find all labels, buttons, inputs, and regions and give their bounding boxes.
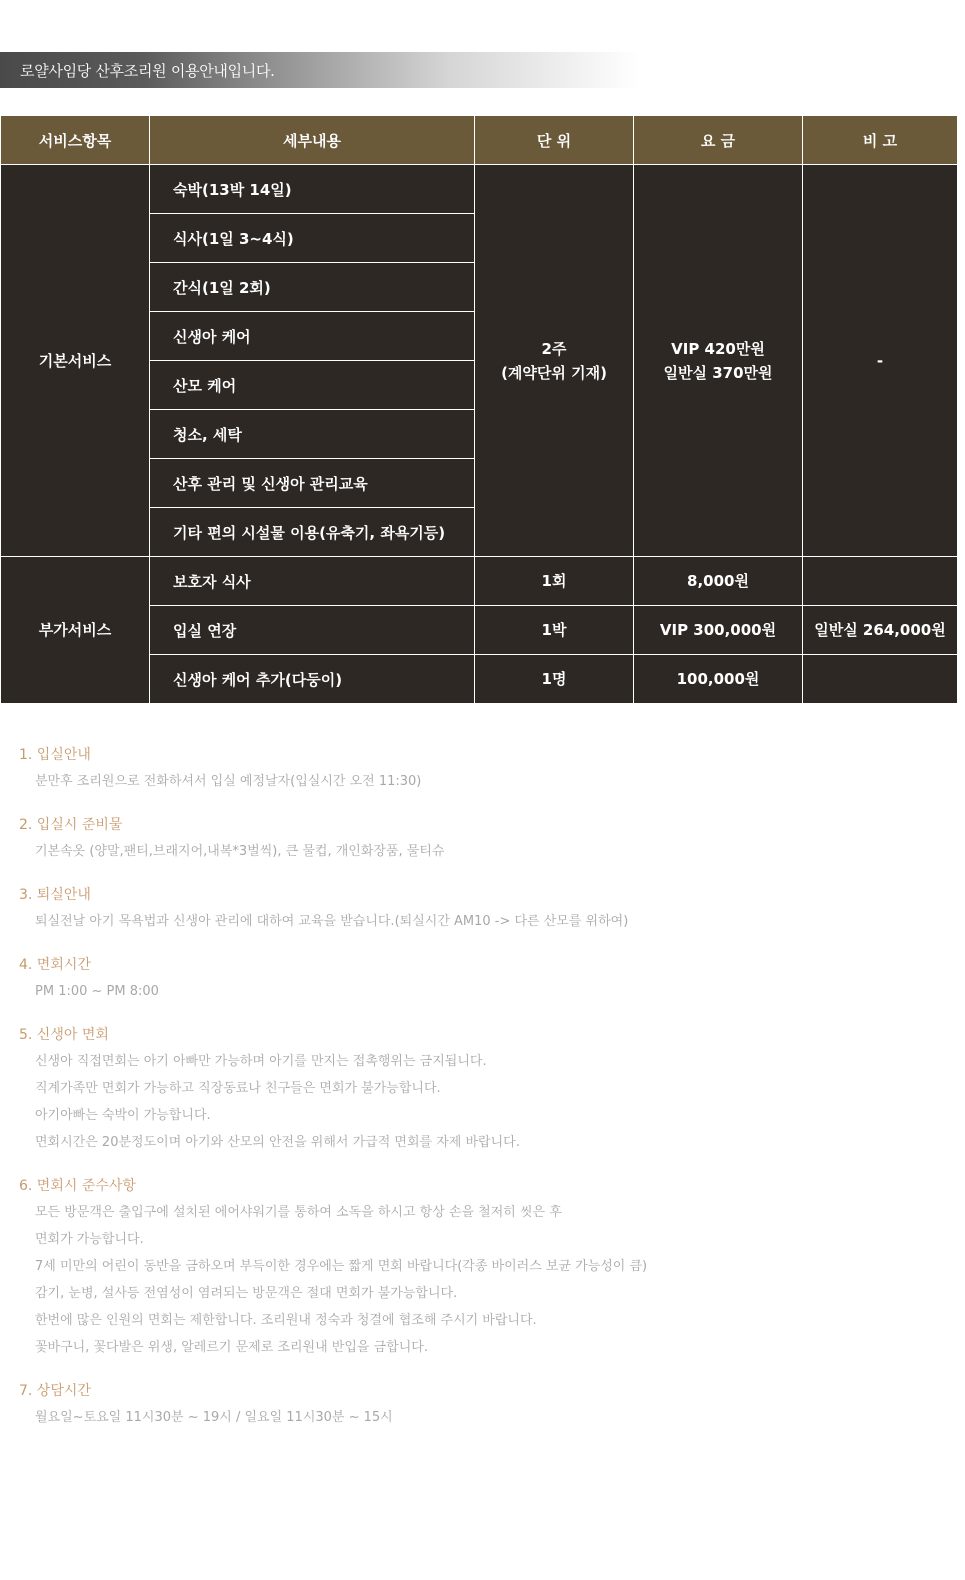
note-line: 7세 미만의 어린이 동반을 금하오며 부득이한 경우에는 짧게 면회 바랍니다(각종 바이러스 보균 가능성이 큼) — [35, 1259, 648, 1274]
note-section-checkin — [19, 746, 939, 790]
note-line: 꽃바구니, 꽃다발은 위생, 알레르기 문제로 조리원내 반입을 금합니다. — [35, 1340, 428, 1355]
detail-cell: 청소, 세탁 — [150, 410, 475, 459]
note-line: 신생아 직접면회는 아기 아빠만 가능하며 아기를 만지는 접촉행위는 금지됩니다. — [35, 1054, 487, 1069]
note-line: 감기, 눈병, 설사등 전염성이 염려되는 방문객은 절대 면회가 불가능합니다. — [35, 1286, 458, 1301]
note-title: 2. 입실시 준비물 — [19, 817, 123, 833]
note-title: 5. 신생아 면회 — [19, 1027, 109, 1043]
page-title-bar — [0, 52, 640, 88]
note-cell: 일반실 264,000원 — [803, 606, 958, 655]
fee-table — [0, 115, 958, 704]
note-section-newborn-visit — [19, 1026, 939, 1151]
note-section-checkout — [19, 886, 939, 930]
note-cell — [803, 557, 958, 606]
basic-note-cell: - — [803, 165, 958, 557]
note-title: 3. 퇴실안내 — [19, 887, 91, 903]
category-basic: 기본서비스 — [1, 165, 150, 557]
note-cell — [803, 655, 958, 704]
unit-cell: 1회 — [475, 557, 634, 606]
note-line: 면회시간은 20분정도이며 아기와 산모의 안전을 위해서 가급적 면회를 자제 바랍니다. — [35, 1135, 520, 1150]
detail-cell: 산모 케어 — [150, 361, 475, 410]
col-header-detail: 세부내용 — [150, 116, 475, 165]
detail-cell: 신생아 케어 — [150, 312, 475, 361]
category-extra: 부가서비스 — [1, 557, 150, 704]
basic-fee-cell — [634, 165, 803, 557]
note-line: 한번에 많은 인원의 면회는 제한합니다. 조리원내 정숙과 청결에 협조해 주시기 바랍니다. — [35, 1313, 537, 1328]
basic-unit-cell — [475, 165, 634, 557]
table-row — [1, 165, 958, 214]
note-title: 4. 면회시간 — [19, 957, 91, 973]
col-header-fee: 요 금 — [634, 116, 803, 165]
basic-fee-line1: VIP 420만원 — [671, 339, 765, 358]
detail-cell: 신생아 케어 추가(다둥이) — [150, 655, 475, 704]
note-line: 퇴실전날 아기 목욕법과 신생아 관리에 대하여 교육을 받습니다.(퇴실시간 AM10 -> 다른 산모를 위하여) — [35, 914, 629, 929]
unit-cell: 1명 — [475, 655, 634, 704]
note-line: 기본속옷 (양말,팬티,브래지어,내복*3벌씩), 큰 물컵, 개인화장품, 물티슈 — [35, 844, 445, 859]
guide-notes — [19, 746, 939, 1426]
col-header-note: 비 고 — [803, 116, 958, 165]
note-line: 월요일~토요일 11시30분 ~ 19시 / 일요일 11시30분 ~ 15시 — [35, 1410, 393, 1425]
note-title: 7. 상담시간 — [19, 1383, 91, 1399]
detail-cell: 산후 관리 및 신생아 관리교육 — [150, 459, 475, 508]
unit-cell: 1박 — [475, 606, 634, 655]
fee-cell: VIP 300,000원 — [634, 606, 803, 655]
note-line: PM 1:00 ~ PM 8:00 — [35, 984, 159, 999]
detail-cell: 기타 편의 시설물 이용(유축기, 좌욕기등) — [150, 508, 475, 557]
detail-cell: 식사(1일 3~4식) — [150, 214, 475, 263]
note-section-visit-rules — [19, 1177, 939, 1356]
detail-cell: 숙박(13박 14일) — [150, 165, 475, 214]
fee-cell: 100,000원 — [634, 655, 803, 704]
note-line: 직계가족만 면회가 가능하고 직장동료나 친구들은 면회가 불가능합니다. — [35, 1081, 441, 1096]
detail-cell: 입실 연장 — [150, 606, 475, 655]
note-section-consult-hours — [19, 1382, 939, 1426]
basic-unit-line2: (계약단위 기재) — [501, 363, 607, 382]
note-title: 6. 면회시 준수사항 — [19, 1178, 136, 1194]
table-row — [1, 557, 958, 606]
table-header-row — [1, 116, 958, 165]
page-title: 로얄사임당 산후조리원 이용안내입니다. — [20, 62, 275, 80]
note-line: 분만후 조리원으로 전화하셔서 입실 예정날자(입실시간 오전 11:30) — [35, 774, 422, 789]
note-line: 면회가 가능합니다. — [35, 1232, 144, 1247]
basic-fee-line2: 일반실 370만원 — [663, 363, 773, 382]
note-title: 1. 입실안내 — [19, 747, 91, 763]
col-header-service: 서비스항목 — [1, 116, 150, 165]
note-line: 아기아빠는 숙박이 가능합니다. — [35, 1108, 211, 1123]
col-header-unit: 단 위 — [475, 116, 634, 165]
detail-cell: 보호자 식사 — [150, 557, 475, 606]
note-section-visiting-hours — [19, 956, 939, 1000]
fee-cell: 8,000원 — [634, 557, 803, 606]
note-line: 모든 방문객은 출입구에 설치된 에어샤워기를 통하여 소독을 하시고 항상 손을 철저히 씻은 후 — [35, 1205, 562, 1220]
basic-unit-line1: 2주 — [541, 339, 567, 358]
detail-cell: 간식(1일 2회) — [150, 263, 475, 312]
note-section-supplies — [19, 816, 939, 860]
